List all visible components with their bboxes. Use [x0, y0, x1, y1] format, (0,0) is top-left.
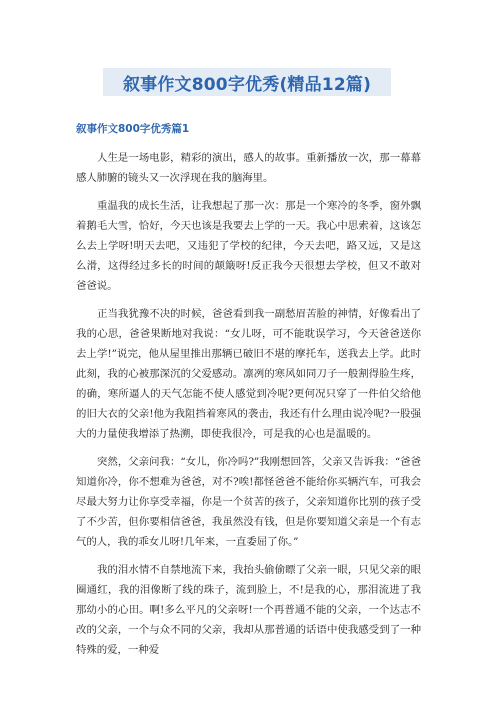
title-banner: [103, 68, 391, 96]
paragraph: 突然，父亲问我：“女儿，你冷吗?”我刚想回答，父亲又告诉我：“爸爸知道你冷，你不想难为爸爸，对不?唉!都怪爸爸不能给你买辆汽车，可我会尽最大努力让你享受幸福，你是一个贫苦的孩子，父亲知道你比别的孩子受了不少苦，但你要相信爸爸，我虽然没有钱，但是你要知道父亲是一个有志气的人，我的乖女儿呀!几年来，一直委屈了你。”: [76, 456, 421, 548]
section-heading: 叙事作文800字优秀篇1: [76, 123, 190, 135]
article-body: [76, 148, 421, 668]
paragraph: 我的泪水情不自禁地流下来，我抬头偷偷瞟了父亲一眼，只见父亲的眼圈通红，我的泪像断了线的珠子，流到脸上，不!是我的心，那泪流进了我那幼小的心田。啊!多么平凡的父亲呀!一个再普通不能的父亲，一个达志不改的父亲，一个与众不同的父亲，我却从那普通的话语中使我感受到了一种特殊的爱，一种爱: [76, 564, 421, 656]
document-title: 叙事作文800字优秀(精品12篇): [122, 74, 372, 95]
paragraph: 正当我犹豫不决的时候，爸爸看到我一副愁眉苦脸的神情，好像看出了我的心思，爸爸果断地对我说：“女儿呀，可不能耽误学习，今天爸爸送你去上学!”说完，他从屋里推出那辆已破旧不堪的摩托车，送我去上学。此时此刻，我的心被那深沉的父爱感动。凛冽的寒风如同刀子一般割得脸生疼，的确，寒所逼人的天气怎能不使人感觉到冷呢?更何况只穿了一件伯父给他的旧大衣的父亲!他为我阻挡着寒风的袭击，我还有什么理由说冷呢?一股强大的力量使我增添了热溯，即使我很冷，可是我的心也是温暖的。: [76, 308, 421, 440]
paragraph: 重温我的成长生活，让我想起了那一次：那是一个寒冷的冬季，窗外飘着鹅毛大雪，恰好，今天也该是我要去上学的一天。我心中思索着，这该怎么去上学呀!明天去吧，又违犯了学校的纪律，今天去吧，路又远，又是这么滑，这得经过多长的时间的颠簸呀!反正我今天很想去学校，但又不敢对爸爸说。: [76, 200, 421, 292]
paragraph: 人生是一场电影，精彩的演出，感人的故事。重新播放一次，那一幕幕感人肺腑的镜头又一次浮现在我的脑海里。: [76, 152, 421, 184]
